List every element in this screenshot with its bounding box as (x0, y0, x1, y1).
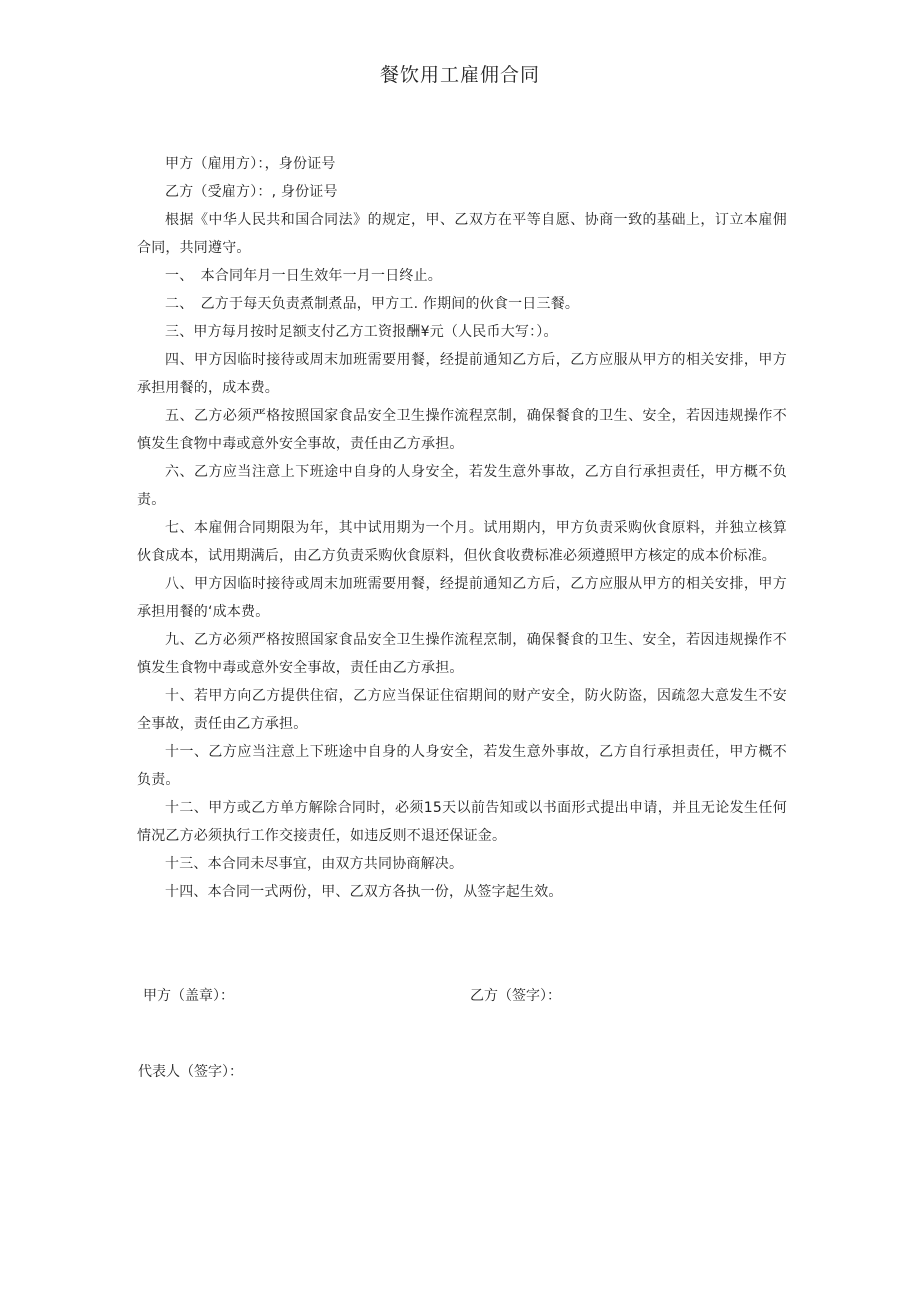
clause-10: 十、若甲方向乙方提供住宿，乙方应当保证住宿期间的财产安全，防火防盗，因疏忽大意发生不安全事故，责任由乙方承担。 (137, 688, 787, 732)
representative-signature-label: 代表人（签字）： (138, 1064, 243, 1080)
party-b-signature-label: 乙方（签字）： (470, 988, 561, 1004)
clause-4: 四、甲方因临时接待或周末加班需要用餐，经提前通知乙方后，乙方应服从甲方的相关安排，甲方承担用餐的，成本费。 (137, 352, 787, 396)
preamble: 根据《中华人民共和国合同法》的规定，甲、乙双方在平等自愿、协商一致的基础上，订立本雇佣合同，共同遵守。 (137, 212, 787, 256)
clause-12: 十二、甲方或乙方单方解除合同时，必须15天以前告知或以书面形式提出申请，并且无论发生任何情况乙方必须执行工作交接责任，如违反则不退还保证金。 (137, 800, 787, 844)
document-title: 餐饮用工雇佣合同 (379, 64, 540, 86)
party-a-seal-label: 甲方（盖章）： (143, 988, 234, 1004)
party-a-line: 甲方（雇用方）：，身份证号 (165, 156, 336, 172)
clause-7: 七、本雇佣合同期限为年，其中试用期为一个月。试用期内，甲方负责采购伙食原料，并独立核算伙食成本，试用期满后，由乙方负责采购伙食原料，但伙食收费标准必须遵照甲方核定的成本价标准。 (137, 520, 787, 564)
clause-9: 九、乙方必须严格按照国家食品安全卫生操作流程烹制，确保餐食的卫生、安全，若因违规操作不慎发生食物中毒或意外安全事故，责任由乙方承担。 (137, 632, 787, 676)
clause-1: 一、 本合同年月一日生效年一月一日终止。 (165, 268, 442, 284)
contract-body (137, 150, 787, 906)
clause-13: 十三、本合同未尽事宜，由双方共同协商解决。 (165, 856, 464, 872)
clause-2: 二、 乙方于每天负责煮制煮品，甲方工. 作期间的伙食一日三餐。 (165, 296, 580, 312)
clause-3: 三、甲方每月按时足额支付乙方工资报酬¥元（人民币大写：）。 (165, 324, 558, 340)
clause-6: 六、乙方应当注意上下班途中自身的人身安全，若发生意外事故，乙方自行承担责任，甲方概不负责。 (137, 464, 787, 508)
clause-14: 十四、本合同一式两份，甲、乙双方各执一份，从签字起生效。 (165, 884, 563, 900)
clause-11: 十一、乙方应当注意上下班途中自身的人身安全，若发生意外事故，乙方自行承担责任，甲方概不负责。 (137, 744, 787, 788)
clause-8: 八、甲方因临时接待或周末加班需要用餐，经提前通知乙方后，乙方应服从甲方的相关安排，甲方承担用餐的‘成本费。 (137, 576, 787, 620)
party-b-line: 乙方（受雇方）：, 身份证号 (165, 184, 338, 200)
clause-5: 五、乙方必须严格按照国家食品安全卫生操作流程烹制，确保餐食的卫生、安全，若因违规操作不慎发生食物中毒或意外安全事故，责任由乙方承担。 (137, 408, 787, 452)
